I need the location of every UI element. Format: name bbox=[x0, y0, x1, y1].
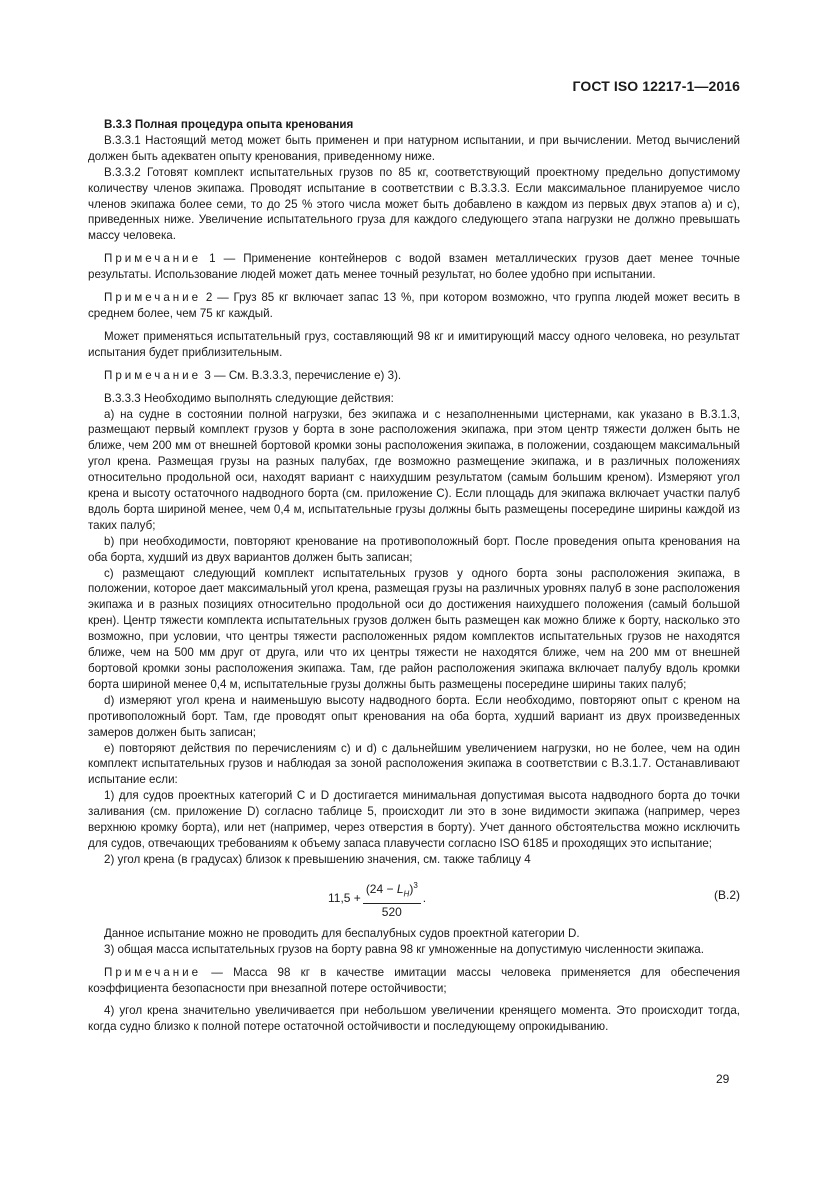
paragraph-after-formula: Данное испытание можно не проводить для беспалубных судов проектной категории D. bbox=[104, 926, 580, 940]
document-standard-id: ГОСТ ISO 12217-1—2016 bbox=[572, 78, 740, 94]
list-item-e3: 3) общая масса испытательных грузов на борту равна 98 кг умноженные на допустимую численности экипажа. bbox=[104, 942, 704, 956]
note-label: Примечание bbox=[104, 252, 202, 266]
formula-variable: L bbox=[396, 881, 404, 896]
paragraph-b333: В.3.3.3 Необходимо выполнять следующие действия: bbox=[104, 391, 394, 405]
paragraph-b332: В.3.3.2 Готовят комплект испытательных грузов по 85 кг, соответствующий проектному предельно допустимому количеству членов экипажа. Проводят испытание в соответствии с В.3.3.3. Если максимальное планируемое число членов экипажа более семи, то до 25 % этого числа может быть добавлено в каждом из первых двух этапов а) и с), приведенных ниже. Увеличение испытательного груза для каждого следующего этапа нагрузки не должно превышать массу человека. bbox=[88, 165, 740, 243]
note-text: 2 — Груз 85 кг включает запас 13 %, при котором возможно, что группа людей может весить в среднем более, чем 75 кг каждый. bbox=[88, 291, 740, 320]
formula bbox=[328, 878, 426, 921]
list-item-d: d) измеряют угол крена и наименьшую высоту надводного борта. Если необходимо, повторяют опыт с креном на противоположный борт. Там, где проводят опыт кренования на оба борта, худший вариант из двух произведенных замеров должен быть записан; bbox=[88, 693, 740, 739]
note-2 bbox=[88, 290, 740, 322]
formula-block bbox=[88, 872, 740, 922]
formula-subscript: H bbox=[403, 889, 410, 899]
list-item-e4: 4) угол крена значительно увеличивается при небольшом увеличении кренящего момента. Это происходит тогда, когда судно близко к полной потере остаточной остойчивости и последующему опрокидыванию. bbox=[88, 1004, 740, 1034]
list-item-e1: 1) для судов проектных категорий С и D достигается минимальная допустимая высота надводного борта до точки заливания (см. приложение D) согласно таблице 5, происходит ли это в зоне видимости экипажа (например, через верхнюю кромку борта), или нет (например, через отверстия в борту). Учет данного обстоятельства можно исключить для судов, отвечающих требованиям к объему запаса плавучести согласно ISO 6185 и проходящих это испытание; bbox=[88, 789, 740, 850]
note-label: Примечание bbox=[104, 965, 202, 979]
formula-numerator-close: ) bbox=[409, 881, 414, 896]
list-item-a: а) на судне в состоянии полной нагрузки, без экипажа и с незаполненными цистернами, как указано в В.3.1.3, размещают первый комплект грузов у борта в зоне расположения экипажа, при этом центр тяжести должен быть не ближе, чем 200 мм от внешней бортовой кромки зоны расположения экипажа, в положении, создающем максимальный угол крена. Размещая грузы на разных палубах, где возможно размещение экипажа, и в различных положениях относительно продольной оси, находят вариант с наихудшим результатом (самым большим креном). Измеряют угол крена и высоту остаточного надводного борта (см. приложение С). Если площадь для экипажа включает участки палуб вдоль борта шириной менее, чем 0,4 м, испытательные грузы должны быть размещены посередине ширины каждой из таких палуб; bbox=[88, 407, 740, 532]
note-text: 3 — См. В.3.3.3, перечисление е) 3). bbox=[201, 368, 402, 382]
list-item-e2: 2) угол крена (в градусах) близок к превышению значения, см. также таблицу 4 bbox=[104, 852, 531, 866]
note-text: 1 — Применение контейнеров с водой взамен металлических грузов дает менее точные результаты. Использование людей может дать менее точный результат, но более удобно при испытании. bbox=[88, 252, 740, 282]
list-item-c: с) размещают следующий комплект испытательных грузов у одного борта зоны расположения экипажа, в положении, которое дает максимальный угол крена, размещая грузы на различных уровнях палуб в зоне расположения экипажа и в разных позициях относительно продольной оси до достижения наихудшего положения (самый большой крен). Центр тяжести комплекта испытательных грузов должен быть размещен как можно ближе к борту, насколько это возможно, при условии, что центры тяжести расположенных рядом комплектов испытательных грузов не находятся ближе, чем на 500 мм друг от друга, или что их центры тяжести не находятся ближе, чем на 200 мм от внешней бортовой кромки зоны расположения экипажа. Там, где район расположения экипажа включает палубу вдоль кромки борта шириной менее 0,4 м, испытательные грузы должны быть размещены посередине ширины таких палуб; bbox=[88, 566, 740, 691]
section-heading: В.3.3 Полная процедура опыта кренования bbox=[104, 118, 354, 131]
note-label: Примечание bbox=[104, 368, 202, 382]
formula-denominator: 520 bbox=[381, 905, 402, 920]
equation-number: (В.2) bbox=[713, 887, 740, 902]
note-label: Примечание bbox=[104, 291, 202, 305]
document-body bbox=[88, 117, 740, 1035]
note-text: — Масса 98 кг в качестве имитации массы человека применяется для обеспечения коэффициента безопасности при внезапной потере остойчивости; bbox=[88, 965, 740, 995]
formula-exponent: 3 bbox=[413, 880, 418, 890]
formula-numerator-open: (24 − bbox=[365, 881, 397, 896]
list-item-b: b) при необходимости, повторяют кренование на противоположный борт. После проведения опыта кренования на оба борта, худший из двух вариантов должен быть записан; bbox=[88, 534, 740, 564]
note-3 bbox=[88, 368, 740, 384]
formula-fraction bbox=[363, 878, 421, 921]
formula-trail: . bbox=[422, 891, 427, 906]
list-item-e: е) повторяют действия по перечислениям с) и d) с дальнейшим увеличением нагрузки, но не более, чем на один комплект испытательных грузов и наблюдая за зоной расположения экипажа в соответствии с В.3.1.7. Останавливают испытание если: bbox=[88, 741, 740, 787]
formula-numerator bbox=[363, 878, 421, 904]
note-4 bbox=[88, 965, 740, 997]
paragraph-b331: В.3.3.1 Настоящий метод может быть применен и при натурном испытании, и при вычислении. Метод вычислений должен быть адекватен опыту кренования, приведенному ниже. bbox=[88, 133, 740, 163]
page-number: 29 bbox=[716, 1072, 730, 1086]
formula-constant: 11,5 + bbox=[328, 891, 361, 906]
note-1 bbox=[88, 251, 740, 283]
paragraph-test-load: Может применяться испытательный груз, составляющий 98 кг и имитирующий массу одного человека, но результат испытания будет приблизительным. bbox=[88, 329, 740, 359]
